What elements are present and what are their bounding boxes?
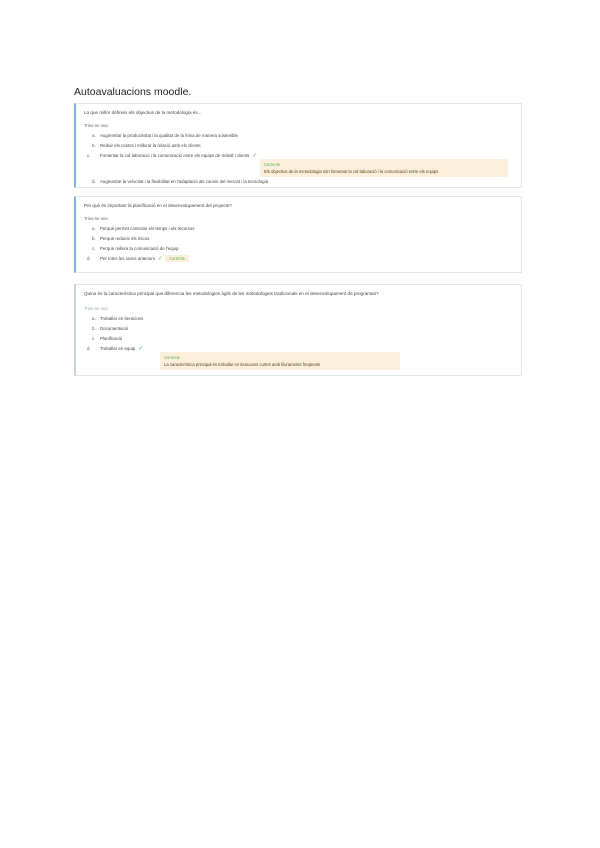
feedback-label: Correcte	[164, 355, 181, 360]
question-card-3	[74, 284, 522, 376]
question-card-2	[74, 196, 522, 273]
select-label: Trieu-ne una:	[84, 306, 109, 311]
option-c[interactable]: c. Fomentar la col·laboració i la comunicació entre els equips de treball i clients ✓	[87, 153, 258, 159]
check-icon: ✓	[138, 346, 144, 352]
feedback-box	[160, 352, 400, 370]
feedback-box	[260, 159, 508, 177]
question-text: Quina és la característica principal que diferencia les metodologies àgils de les metodologies tradicionals en el desenvolupament de programari?	[84, 291, 379, 296]
check-icon: ✓	[157, 256, 163, 262]
option-b[interactable]: b. Documentació	[92, 326, 129, 331]
feedback-text: Els objectius de la metodologia són fomentar la col·laboració i la comunicació entre els equips	[264, 169, 439, 174]
option-b[interactable]: b. Perquè redueix els riscos	[92, 236, 150, 241]
option-d[interactable]: d. Per totes les raons anteriors ✓ Correcte	[84, 254, 513, 264]
correct-badge: Correcte	[165, 255, 189, 262]
check-icon: ✓	[252, 153, 258, 159]
select-label: Trieu-ne una:	[84, 123, 109, 128]
feedback-label: Correcte	[264, 162, 281, 167]
option-d[interactable]: d. Treballar en equip ✓	[87, 346, 144, 352]
option-d[interactable]: d. Augmentar la velocitat i la flexibilitat en l'adaptació als canvis del mercat i la tecnologia	[92, 179, 269, 184]
option-a[interactable]: a. Perquè permet controlar els temps i els recursos	[92, 226, 195, 231]
question-card-1	[74, 103, 522, 188]
question-text: Per què és important la planificació en el desenvolupament del projecte?	[84, 203, 232, 208]
question-text: Lo que millor defineix els objectius de la metodologia és...	[84, 110, 202, 115]
feedback-text: La característica principal és treballar en iteracions curtes amb lliuraments freqüents	[164, 362, 321, 367]
page-title: Autoavaluacions moodle.	[74, 86, 192, 98]
option-c[interactable]: c. Planificació	[92, 336, 123, 341]
option-a[interactable]: a. Augmentar la productivitat i la qualitat de la feina de manera sostenible	[92, 133, 238, 138]
select-label: Trieu-ne una:	[84, 216, 109, 221]
option-c[interactable]: c. Perquè millora la comunicació de l'equip	[92, 246, 179, 251]
option-b[interactable]: b. Reduir els costos i millorar la relació amb els clients	[92, 143, 201, 148]
option-a[interactable]: a. Treballar en iteracions	[92, 316, 144, 321]
